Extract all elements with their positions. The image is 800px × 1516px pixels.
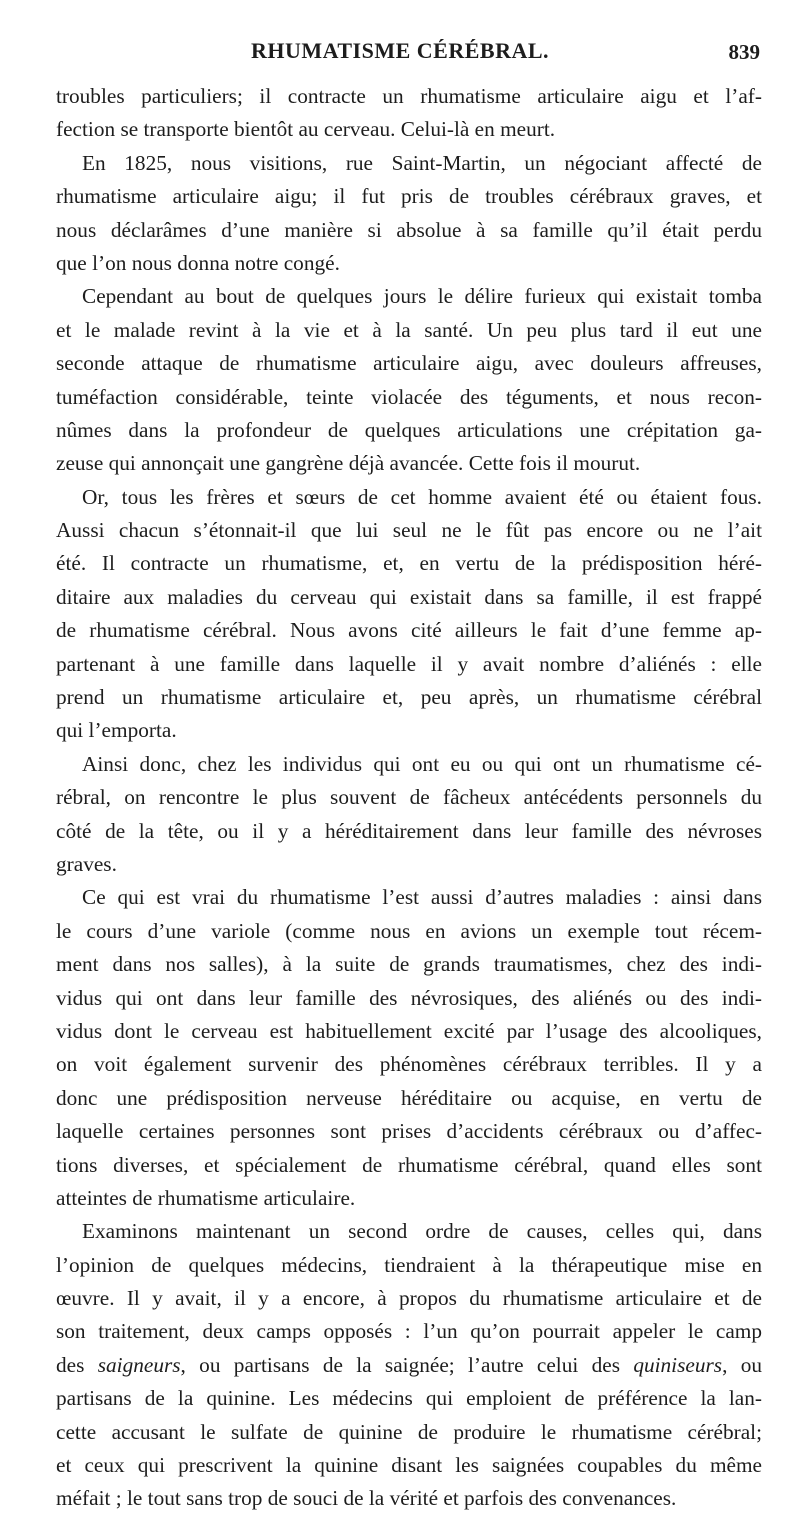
text-line [56,347,762,380]
running-title: RHUMATISME CÉRÉBRAL. [250,38,550,63]
text-line [56,147,762,180]
text-segment: tions diverses, et spécialement de rhumatisme cérébral, quand elles sont [56,1152,762,1177]
text-segment: seconde attaque de rhumatisme articulaire aigu, avec douleurs affreuses, [56,351,762,376]
text-segment: côté de la tête, ou il y a héréditairement dans leur famille des névroses [56,818,762,843]
text-line [56,915,762,948]
text-line [56,581,762,614]
text-line [56,614,762,647]
text-segment: Cependant au bout de quelques jours le délire furieux qui existait tomba [82,284,762,309]
page-header [0,38,800,68]
text-segment: on voit également survenir des phénomènes cérébraux terribles. Il y a [56,1052,762,1077]
text-segment: vidus qui ont dans leur famille des névrosiques, des aliénés ou des indi- [56,985,762,1010]
text-line [56,447,762,480]
text-line [56,214,762,247]
text-segment: nûmes dans la profondeur de quelques articulations une crépitation ga- [56,417,762,442]
page-number: 839 [728,40,760,64]
text-segment: ditaire aux maladies du cerveau qui existait dans sa famille, il est frappé [56,584,762,609]
text-segment: Examinons maintenant un second ordre de causes, celles qui, dans [82,1219,762,1244]
text-line [56,1249,762,1282]
text-segment: œuvre. Il y avait, il y a encore, à propos du rhumatisme articulaire et de [56,1286,762,1311]
text-segment: tuméfaction considérable, teinte violacée des téguments, et nous recon- [56,384,762,409]
text-segment: partenant à une famille dans laquelle il y avait nombre d’aliénés : elle [56,651,762,676]
text-line [56,280,762,313]
text-line [56,247,762,280]
text-segment: Ce qui est vrai du rhumatisme l’est aussi d’autres maladies : ainsi dans [82,885,762,910]
text-line [56,381,762,414]
text-segment: atteintes de rhumatisme articulaire. [56,1185,356,1210]
text-line [56,1282,762,1315]
text-line [56,748,762,781]
text-line [56,1449,762,1482]
text-line [56,681,762,714]
text-line [56,848,762,881]
text-segment: son traitement, deux camps opposés : l’un qu’on pourrait appeler le camp [56,1319,762,1344]
text-line [56,1015,762,1048]
text-line [56,1382,762,1415]
text-line [56,1349,762,1382]
text-segment: prend un rhumatisme articulaire et, peu après, un rhumatisme cérébral [56,685,762,710]
text-segment: que l’on nous donna notre congé. [56,250,340,275]
text-line [56,648,762,681]
text-line [56,80,762,113]
text-segment: Or, tous les frères et sœurs de cet homme avaient été ou étaient fous. [82,484,762,509]
text-segment: En 1825, nous visitions, rue Saint-Martin, un négociant affecté de [82,150,762,175]
text-line [56,180,762,213]
text-segment: , ou partisans de la saignée; l’autre celui des [180,1352,634,1377]
text-segment: partisans de la quinine. Les médecins qui emploient de préférence la lan- [56,1386,762,1411]
text-segment: été. Il contracte un rhumatisme, et, en vertu de la prédisposition héré- [56,551,762,576]
text-segment: rhumatisme articulaire aigu; il fut pris de troubles cérébraux graves, et [56,184,762,209]
text-line [56,1215,762,1248]
text-line [56,1048,762,1081]
text-line [56,881,762,914]
text-segment: le cours d’une variole (comme nous en avions un exemple tout récem- [56,918,762,943]
text-segment: de rhumatisme cérébral. Nous avons cité ailleurs le fait d’une femme ap- [56,618,762,643]
text-segment: vidus dont le cerveau est habituellement excité par l’usage des alcooliques, [56,1018,762,1043]
text-segment: Ainsi donc, chez les individus qui ont eu ou qui ont un rhumatisme cé- [82,751,762,776]
text-segment: et le malade revint à la vie et à la santé. Un peu plus tard il eut une [56,317,762,342]
text-segment: des [56,1352,98,1377]
italic-term: saigneurs [97,1352,181,1377]
text-line [56,781,762,814]
text-segment: rébral, on rencontre le plus souvent de fâcheux antécédents personnels du [56,785,762,810]
text-segment: graves. [56,851,117,876]
text-segment: et ceux qui prescrivent la quinine disant les saignées coupables du même [56,1453,762,1478]
text-line [56,113,762,146]
text-segment: méfait ; le tout sans trop de souci de la vérité et parfois des convenances. [56,1486,677,1511]
text-line [56,314,762,347]
text-line [56,948,762,981]
text-line [56,1182,762,1215]
text-line [56,514,762,547]
text-line [56,1482,762,1515]
text-line [56,1416,762,1449]
text-line [56,1115,762,1148]
text-segment: donc une prédisposition nerveuse héréditaire ou acquise, en vertu de [56,1085,762,1110]
text-segment: laquelle certaines personnes sont prises d’accidents cérébraux ou d’affec- [56,1119,762,1144]
text-segment: l’opinion de quelques médecins, tiendraient à la thérapeutique mise en [56,1252,762,1277]
text-line [56,1082,762,1115]
text-segment: nous déclarâmes d’une manière si absolue à sa famille qu’il était perdu [56,217,762,242]
body-text [56,80,762,1516]
text-line [56,1315,762,1348]
text-segment: zeuse qui annonçait une gangrène déjà avancée. Cette fois il mourut. [56,451,641,476]
italic-term: quiniseurs [633,1352,723,1377]
text-segment: , ou [722,1352,762,1377]
text-segment: ment dans nos salles), à la suite de grands traumatismes, chez des indi- [56,952,762,977]
text-segment: cette accusant le sulfate de quinine de produire le rhumatisme cérébral; [56,1419,762,1444]
text-segment: troubles particuliers; il contracte un rhumatisme articulaire aigu et l’af- [56,84,762,108]
text-segment: fection se transporte bientôt au cerveau. Celui-là en meurt. [56,117,556,142]
text-line [56,414,762,447]
text-line [56,1149,762,1182]
text-line [56,982,762,1015]
text-line [56,481,762,514]
text-line [56,714,762,747]
text-segment: qui l’emporta. [56,718,177,743]
text-line [56,815,762,848]
text-line [56,547,762,580]
text-segment: Aussi chacun s’étonnait-il que lui seul ne le fût pas encore ou ne l’ait [56,518,762,543]
